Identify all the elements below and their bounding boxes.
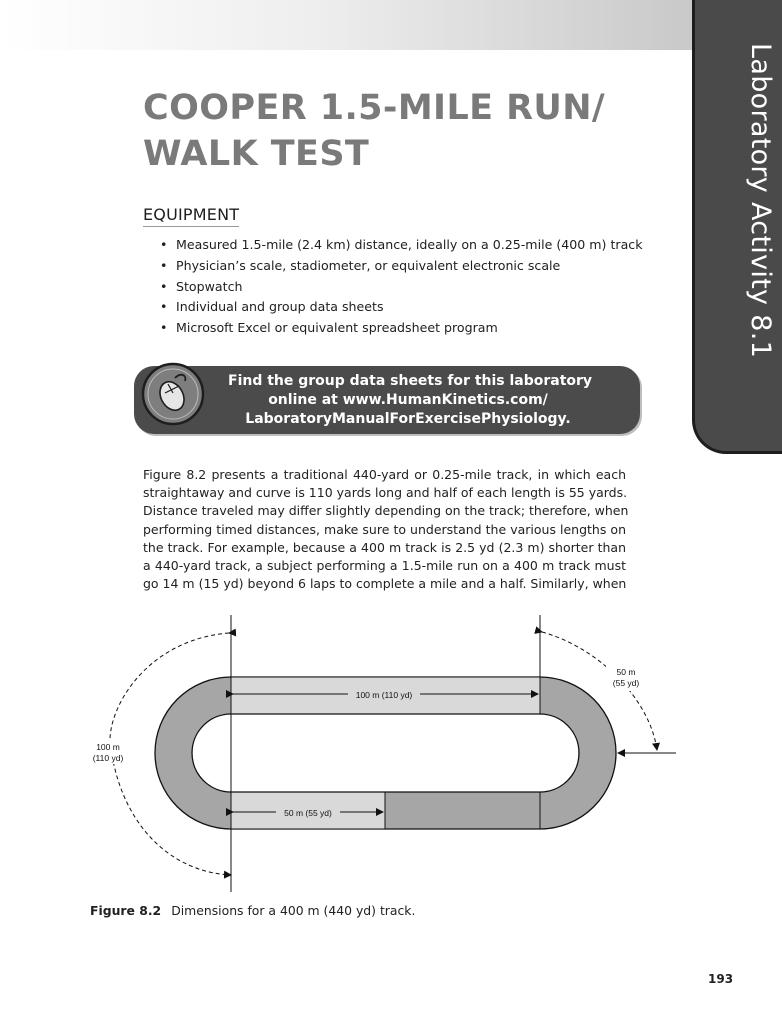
track-diagram bbox=[0, 610, 700, 900]
top-header-bar bbox=[0, 0, 700, 50]
figure-caption-label: Figure 8.2 bbox=[90, 903, 162, 918]
body-line: performing timed distances, make sure to understand the various lengths on bbox=[143, 521, 626, 537]
figure-caption bbox=[90, 903, 415, 918]
body-line: Distance traveled may differ slightly depending on the track; therefore, when bbox=[143, 503, 629, 519]
equipment-item: • Stopwatch bbox=[160, 277, 643, 298]
equipment-heading: EQUIPMENT bbox=[143, 205, 239, 227]
chapter-side-tab bbox=[692, 0, 782, 454]
page-title-line-1: COOPER 1.5-MILE RUN/ bbox=[143, 88, 606, 128]
callout-line: online at www.HumanKinetics.com/ bbox=[268, 392, 548, 408]
curve-length-label-yd: (110 yd) bbox=[92, 753, 124, 763]
equipment-item: • Microsoft Excel or equivalent spreadsheet program bbox=[160, 318, 643, 339]
page-title bbox=[143, 85, 605, 177]
equipment-list bbox=[160, 235, 643, 339]
callout-line: LaboratoryManualForExercisePhysiology. bbox=[245, 411, 571, 427]
body-line: the track. For example, because a 400 m track is 2.5 yd (2.3 m) shorter than bbox=[143, 539, 626, 555]
body-line: go 14 m (15 yd) beyond 6 laps to complete a mile and a half. Similarly, when bbox=[143, 576, 627, 592]
body-line: Figure 8.2 presents a traditional 440-yard or 0.25-mile track, in which each bbox=[143, 467, 626, 482]
callout-text bbox=[228, 372, 593, 429]
half-curve-length-label-yd: (55 yd) bbox=[612, 678, 640, 688]
body-paragraph bbox=[143, 466, 629, 593]
page-number: 193 bbox=[708, 972, 734, 986]
page-title-line-2: WALK TEST bbox=[143, 134, 370, 174]
half-straight-label: 50 m (55 yd) bbox=[284, 808, 332, 818]
callout-line: Find the group data sheets for this laboratory bbox=[228, 373, 593, 389]
body-line: straightaway and curve is 110 yards long and half of each length is 55 yards. bbox=[143, 485, 628, 501]
side-tab-label: Laboratory Activity 8.1 bbox=[745, 43, 776, 359]
equipment-item: • Individual and group data sheets bbox=[160, 297, 643, 318]
half-curve-length-label: 50 m bbox=[616, 667, 636, 677]
curve-length-label: 100 m bbox=[96, 742, 120, 752]
body-line: a 440-yard track, a subject performing a 1.5-mile run on a 400 m track must bbox=[143, 558, 626, 574]
equipment-item: • Physician’s scale, stadiometer, or equivalent electronic scale bbox=[160, 256, 643, 277]
straight-length-label: 100 m (110 yd) bbox=[355, 690, 413, 700]
figure-caption-text: Dimensions for a 400 m (440 yd) track. bbox=[171, 903, 416, 918]
computer-mouse-icon bbox=[141, 362, 205, 426]
equipment-item: • Measured 1.5-mile (2.4 km) distance, ideally on a 0.25-mile (400 m) track bbox=[160, 235, 643, 256]
track-infield bbox=[192, 714, 579, 792]
